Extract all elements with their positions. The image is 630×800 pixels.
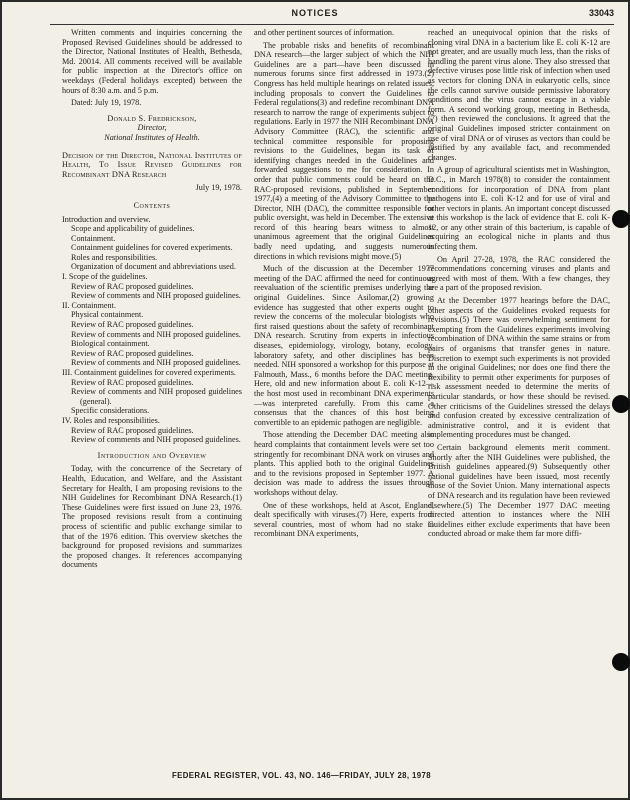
toc-entry: Review of RAC proposed guidelines. (71, 281, 194, 291)
toc-entry: I. Scope of the guidelines. (62, 272, 148, 282)
toc-entry: Containment guidelines for covered experiments. (71, 243, 233, 253)
punch-hole-bottom (612, 653, 630, 671)
body-paragraph: The probable risks and benefits of recombinant DNA research—the larger subject of which the NIH Guidelines are a part—have been discussed in numerous forums since first addressed in 1973.(2) Congress has held multiple hearings on related issues, including proposals to convert the Guidelines to Federal regulations(3) and redefine recombinant DNA research to narrow the range of experiments subject to regulations. Early in 1977 the NIH Recombinant DNA Advisory Committee (RAC), the scientific and technical committee responsible for proposing revisions to the Guidelines, began its task of identifying changes needed in the Guidelines and forwarded suggestions to me for consideration. In order that public comments could be heard on the RAC-proposed revisions, published in September 1977,(4) a meeting of the Advisory Committee to the Director, NIH (DAC), the committee responsible for public oversight, was held in December. The extensive record of this hearing bears witness to almost unanimous agreement that the original Guidelines badly need updating, and suggests numerous directions in which revisions might move.(5) (254, 40, 434, 261)
toc-entry: Review of comments and NIH proposed guidelines. (71, 435, 241, 445)
toc-entry: Physical containment. (71, 310, 144, 320)
column-3 (428, 28, 610, 542)
body-paragraph: A group of agricultural scientists met in Washington, D.C., in March 1978(8) to consider the containment conditions for incorporation of DNA from plant pathogens into E. coli K-12 and for use of viral and other vectors in plants. An important concept discussed at this workshop is the lack of evidence that E. coli K-12, or any other strain of this bacterium, is capable of acquiring an ecological niche in plants and thus infecting them. (428, 165, 610, 252)
decision-date: July 19, 1978. (195, 183, 242, 193)
toc-entry: Roles and responsibilities. (71, 252, 158, 262)
column-2 (254, 28, 434, 542)
toc-entry: IV. Roles and responsibilities. (62, 415, 160, 425)
toc-entry: III. Containment guidelines for covered experiments. (62, 368, 236, 377)
toc-entry: Review of comments and NIH proposed guidelines. (71, 291, 241, 301)
punch-hole-middle (612, 395, 630, 413)
body-paragraph: reached an unequivocal opinion that the risks of cloning viral DNA in a bacterium like E. coli K-12 are not greater, and are usually much less, than the risks of handling the parent virus alone. They also stressed that defective viruses pose little risk of infection when used as vectors for cloning DNA in eukaryotic cells, since the cells cannot survive outside permissive laboratory conditions and the virus cannot escape in a viable form. A second working group, meeting in Bethesda,(7) then reviewed the conclusions. It agreed that the original Guidelines imposed stricter containment on use of viral DNA or of viruses as vectors than could be justified by any available fact, and recommended changes. (428, 28, 610, 162)
body-paragraph: On April 27-28, 1978, the RAC considered the recommendations concerning viruses and plants and agreed with most of them. With a few changes, they are a part of the proposed revision. (428, 254, 610, 293)
body-paragraph: Those attending the December DAC meeting also heard complaints that containment levels were set too stringently for recombinant DNA work on viruses and plants. This applied both to the original Guidelines and to the revisions proposed in September 1977. A decision was made to address the issues through workshops without delay. (254, 430, 434, 497)
signer-agency: National Institutes of Health. (104, 132, 200, 142)
toc-entry: Review of RAC proposed guidelines. (71, 377, 194, 387)
section-header: NOTICES (291, 8, 339, 18)
signer-name: Donald S. Fredrickson, (107, 113, 197, 123)
body-paragraph: Much of the discussion at the December 1977 meeting of the DAC affirmed the need for continuous reevaluation of the scientific premises underlying the original Guidelines. Since Asilomar,(2) growing evidence has suggested that other experts ought to review the concerns of the molecular biologists who first raised questions about the safety of recombinant DNA research. Scrutiny from experts in infectious diseases, epidemiology, virology, botany, ecology, laboratory safety, and other disciplines has been needed. NIH sponsored a workshop for this purpose at Falmouth, Mass., 6 months before the DAC meeting. Here, old and new information about E. coli K-12—the host most used in recombinant DNA experiments—was interpreted carefully. From this came a consensus that the chances of this host being convertible to an epidemic pathogen are negligible. (254, 264, 434, 427)
page-footer: FEDERAL REGISTER, VOL. 43, NO. 146—FRIDAY, JULY 28, 1978 (172, 771, 431, 780)
signer-title: Director, (137, 123, 167, 133)
page-number: 33043 (588, 8, 614, 18)
toc-entry: II. Containment. (62, 300, 116, 310)
table-of-contents (62, 215, 242, 445)
contents-heading: Contents (133, 200, 171, 210)
toc-entry: Scope and applicability of guidelines. (71, 224, 195, 234)
column-1 (62, 28, 242, 573)
toc-entry: Specific considerations. (71, 406, 150, 416)
punch-hole-top (612, 210, 630, 228)
toc-entry: Review of RAC proposed guidelines. (71, 425, 194, 435)
body-paragraph: One of these workshops, held at Ascot, England, dealt specifically with viruses.(7) Here, experts from several countries, most of whom had no stake in recombinant DNA experiments, (254, 500, 434, 539)
toc-entry: Review of comments and NIH proposed guidelines. (71, 329, 241, 339)
decision-title: Decision of the Director, National Institutes of Health, To Issue Revised Guidelines for Recombinant DNA Research (62, 150, 242, 179)
toc-entry: Biological containment. (71, 339, 150, 349)
toc-entry: Containment. (71, 233, 116, 243)
body-paragraph: and other pertinent sources of information. (254, 28, 395, 37)
toc-entry: Review of comments and NIH proposed guidelines (general). (71, 387, 242, 406)
body-paragraph: At the December 1977 hearings before the DAC, other aspects of the Guidelines evoked requests for revisions.(5) There was overwhelming sentiment for exempting from the Guidelines experiments involving recombination of DNA within the same strains or from pairs of organisms that transfer genes in nature. Discretion to exempt such experiments is not provided in the original Guidelines; nor does one find there the flexibility to permit other experiments for purposes of risk assessment needed to determine the merits of particular standards, or how these should be revised. Other criticisms of the Guidelines stressed the delays and confusion created by excessive centralization of administrative control, and it is evident that implementing procedures must be changed. (428, 296, 610, 440)
toc-entry: Introduction and overview. (62, 214, 151, 224)
toc-entry: Review of comments and NIH proposed guidelines. (71, 358, 241, 368)
intro-heading: Introduction and Overview (97, 450, 207, 460)
body-paragraph: Certain background elements merit comment. Shortly after the NIH Guidelines were published, the British guidelines appeared.(9) Subsequently other national guidelines have been issued, most recently those of the Soviet Union. Many international aspects of DNA research and its regulation have been reviewed elsewhere.(5) The December 1977 DAC meeting directed attention to instances where the NIH Guidelines either exclude experiments that have been conducted abroad or make them far more diffi- (428, 442, 610, 539)
toc-entry: Review of RAC proposed guidelines. (71, 348, 194, 358)
toc-entry: Review of RAC proposed guidelines. (71, 320, 194, 330)
intro-paragraph: Written comments and inquiries concerning the Proposed Revised Guidelines should be addressed to the Director, National Institutes of Health, Bethesda, Md. 20014. All comments received will be available for public inspection at the Director's office on weekdays (Federal holidays excepted) between the hours of 8:30 a.m. and 5 p.m. (62, 28, 242, 95)
header-rule (50, 24, 614, 25)
toc-entry: Organization of document and abbreviations used. (71, 262, 236, 272)
body-paragraph: Today, with the concurrence of the Secretary of Health, Education, and Welfare, and the Assistant Secretary for Health, I am proposing revisions to the NIH Guidelines for Recombinant DNA Research.(1) These Guidelines were first issued on June 23, 1976. The proposed revisions result from a continuing process of scientific and public exchange similar to that of the 1976 edition. This overview sketches the background for proposed revisions and summarizes the proposed changes. It references accompanying documents (62, 464, 242, 570)
dated-line: Dated: July 19, 1978. (71, 98, 142, 108)
